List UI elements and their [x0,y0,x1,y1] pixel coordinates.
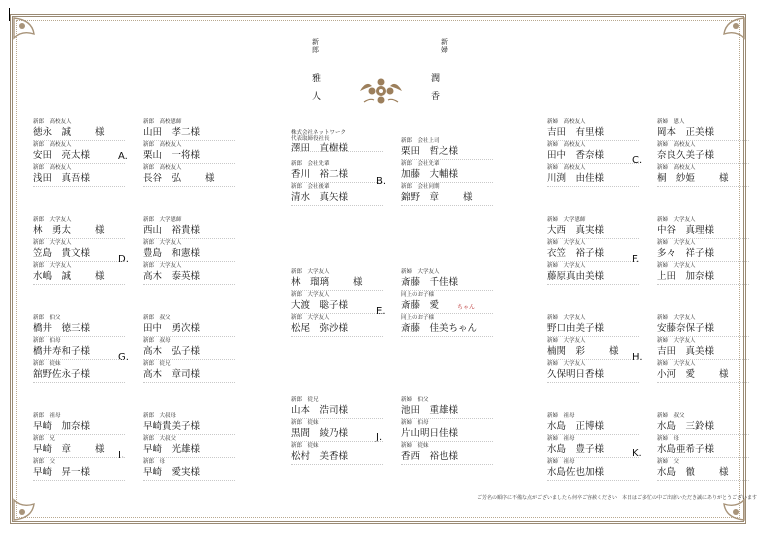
name-underline [547,238,639,239]
name-underline [657,434,749,435]
guest-relation: 新郎 会社上司 [401,138,440,144]
guest-honorific: 様 [95,271,105,282]
name-underline [143,186,235,187]
guest-relation: 新郎 大学恩師 [143,217,182,223]
guest-relation: 新婦 祖母 [547,459,575,465]
guest-name: 大渡 聡子様 [291,300,349,311]
guest-relation: 新婦 高校友人 [547,165,586,171]
name-underline [657,457,749,458]
guest-relation: 新婦 大学友人 [657,315,696,321]
guest-name: 高木 泰英様 [143,271,201,282]
guest-relation: 新婦 大学友人 [657,263,696,269]
table-label: G. [118,352,129,363]
guest-relation: 新郎 大学友人 [33,240,72,246]
guest-name: 楠関 彩 [547,346,586,357]
guest-name: 栗田 哲之様 [401,146,459,157]
guest-relation: 新郎 叔母 [143,338,171,344]
guest-name: 斎藤 愛 [401,300,440,311]
guest-name: 水島 徹 [657,467,696,478]
guest-entry [291,269,385,291]
guest-name: 水島 豊子様 [547,444,605,455]
guest-entry [33,413,127,435]
guest-entry [547,263,641,285]
guest-relation: 新婦 大学友人 [547,338,586,344]
guest-entry [547,338,641,360]
guest-relation: 新郎 会社後輩 [291,184,330,190]
guest-honorific: 様 [95,444,105,455]
table-label: C. [632,155,643,166]
guest-name: 水嶋 誠 [33,271,72,282]
groom-name: 雅 人 [312,74,322,102]
guest-relation: 新婦 伯父 [401,397,429,403]
guest-name: 高木 章司様 [143,369,201,380]
name-underline [657,359,749,360]
name-underline [547,284,639,285]
guest-relation: 新郎 従妹 [33,361,61,367]
guest-entry [33,338,127,360]
guest-relation: 新婦 祖母 [547,413,575,419]
guest-relation: 新郎 母 [143,459,166,465]
guest-name: 浅田 真吾様 [33,173,91,184]
guest-entry [401,184,495,206]
table-label: B. [376,176,387,187]
guest-name: 桐 紗姫 [657,173,696,184]
bride-label: 新婦 [441,38,448,54]
guest-entry [291,130,385,152]
guest-entry [401,292,495,314]
guest-relation: 新郎 大叔父 [143,436,177,442]
guest-honorific: 様 [353,277,363,288]
name-underline [143,480,235,481]
name-underline [547,359,639,360]
name-underline [143,140,235,141]
name-underline [401,441,493,442]
name-underline [291,290,383,291]
guest-entry [291,315,385,337]
guest-entry [33,240,127,262]
guest-entry [33,119,127,141]
name-underline [657,140,749,141]
guest-name: 舘野佐永子様 [33,369,91,380]
guest-name: 藤原真由美様 [547,271,605,282]
name-underline [143,336,235,337]
guest-name: 徳永 誠 [33,127,72,138]
guest-name: 多々 祥子様 [657,248,715,259]
guest-entry [33,263,127,285]
guest-honorific: 様 [719,369,729,380]
guest-entry [143,142,237,164]
guest-name: 斎藤 佳美ちゃん [401,323,478,334]
guest-name: 田中 勇次様 [143,323,201,334]
guest-entry [657,338,751,360]
floral-emblem-icon [356,72,406,110]
guest-name: 橋井寿和子様 [33,346,91,357]
guest-entry [143,315,237,337]
guest-relation: 新郎 伯父 [33,315,61,321]
name-underline [291,418,383,419]
guest-entry [547,413,641,435]
name-underline [33,434,125,435]
guest-entry [291,420,385,442]
guest-relation: 新婦 祖母 [547,436,575,442]
guest-name: 笠島 貴文様 [33,248,91,259]
guest-honorific: 様 [463,192,473,203]
guest-relation: 同上のお子様 [401,315,435,321]
name-underline [33,284,125,285]
guest-relation: 新郎 父 [33,459,56,465]
name-underline [547,336,639,337]
guest-entry [143,436,237,458]
guest-relation: 新婦 高校友人 [547,119,586,125]
guest-name: 安田 亮太様 [33,150,91,161]
name-underline [33,140,125,141]
guest-entry [401,269,495,291]
guest-entry [657,217,751,239]
guest-relation: 新婦 大学恩師 [547,217,586,223]
guest-entry [143,361,237,383]
name-underline [143,163,235,164]
name-underline [657,261,749,262]
guest-entry [143,413,237,435]
name-underline [33,261,125,262]
groom-label: 新郎 [312,38,319,54]
guest-relation: 新郎 祖母 [33,413,61,419]
guest-entry [291,397,385,419]
guest-name: 高木 弘子様 [143,346,201,357]
name-underline [657,163,749,164]
guest-name: 吉田 真美様 [657,346,715,357]
name-underline [291,151,383,152]
guest-honorific: 様 [719,467,729,478]
guest-relation: 新婦 大学友人 [547,240,586,246]
guest-entry [547,459,641,481]
name-underline [401,159,493,160]
guest-entry [401,138,495,160]
name-underline [291,441,383,442]
guest-name: 錦野 章 [401,192,440,203]
guest-entry [291,443,385,465]
name-underline [143,238,235,239]
guest-relation: 新郎 大叔母 [143,413,177,419]
guest-relation: 新郎 従妹 [291,443,319,449]
guest-relation: 新郎 会社同期 [401,184,440,190]
guest-entry [143,240,237,262]
guest-name: 中谷 真理様 [657,225,715,236]
guest-name: 斎藤 千佳様 [401,277,459,288]
corner-ornament-icon [706,16,746,56]
guest-relation: 新郎 高校友人 [33,165,72,171]
table-label: K. [632,448,642,459]
guest-name: 豊島 和憲様 [143,248,201,259]
guest-relation: 新郎 従妹 [291,420,319,426]
guest-relation: 新郎 会社先輩 [401,161,440,167]
guest-name: 清水 真矢様 [291,192,349,203]
name-underline [547,261,639,262]
name-underline [143,359,235,360]
guest-relation: 新婦 大学友人 [547,315,586,321]
guest-honorific: ちゃん [457,304,476,311]
guest-name: 水島 正博様 [547,421,605,432]
name-underline [143,382,235,383]
guest-entry [657,315,751,337]
guest-entry [547,315,641,337]
guest-relation: 新婦 高校友人 [657,142,696,148]
name-underline [657,336,749,337]
guest-relation: 新郎 兄 [33,436,56,442]
guest-relation: 新郎 従兄 [143,361,171,367]
guest-name: 澤田 直樹様 [291,143,349,154]
name-underline [33,480,125,481]
table-label: J. [376,432,383,443]
guest-name: 早崎 光雄様 [143,444,201,455]
guest-entry [657,119,751,141]
guest-entry [401,420,495,442]
guest-entry [547,142,641,164]
guest-entry [657,240,751,262]
name-underline [547,186,639,187]
guest-relation: 新郎 大学友人 [33,263,72,269]
guest-relation: 新郎 大学友人 [291,315,330,321]
name-underline [547,457,639,458]
guest-relation: 新婦 伯母 [401,420,429,426]
guest-entry [657,165,751,187]
guest-name: 香川 裕二様 [291,169,349,180]
guest-relation: 新婦 大学友人 [657,361,696,367]
name-underline [143,434,235,435]
guest-honorific: 様 [609,346,619,357]
name-underline [143,457,235,458]
corner-ornament-icon [12,16,52,56]
name-underline [401,205,493,206]
guest-relation: 新婦 高校友人 [657,165,696,171]
name-underline [547,480,639,481]
guest-name: 久保明日香様 [547,369,605,380]
guest-entry [401,161,495,183]
guest-name: 吉田 有里様 [547,127,605,138]
corner-ornament-icon [706,482,746,522]
guest-entry [547,217,641,239]
guest-honorific: 様 [719,173,729,184]
guest-name: 岡本 正美様 [657,127,715,138]
guest-entry [33,165,127,187]
guest-relation: 新婦 大学友人 [547,361,586,367]
guest-name: 野口由美子様 [547,323,605,334]
guest-relation: 新郎 大学友人 [291,269,330,275]
guest-entry [657,413,751,435]
guest-entry [143,119,237,141]
guest-relation: 新郎 高校友人 [33,142,72,148]
name-underline [291,336,383,337]
guest-relation: 新婦 叔父 [657,413,685,419]
guest-entry [33,361,127,383]
guest-relation: 新婦 高校友人 [547,142,586,148]
guest-entry [657,142,751,164]
guest-relation: 新婦 恩人 [657,119,685,125]
guest-entry [547,361,641,383]
guest-relation: 新郎 会社先輩 [291,161,330,167]
name-underline [657,284,749,285]
name-underline [291,205,383,206]
name-underline [401,464,493,465]
guest-entry [143,459,237,481]
guest-relation: 新郎 叔父 [143,315,171,321]
name-underline [657,480,749,481]
guest-name: 橋井 徳三様 [33,323,91,334]
guest-name: 早崎 昇一様 [33,467,91,478]
guest-name: 加藤 大輔様 [401,169,459,180]
name-underline [547,140,639,141]
footer-note: ご芳名の順序に不備な点がございましたら何卒ご容赦ください 本日はご多忙の中ご出席いただき誠にありがとうございます [477,495,758,501]
name-underline [401,182,493,183]
guest-relation: 新婦 従妹 [401,443,429,449]
guest-name: 林 勇太 [33,225,72,236]
guest-entry [33,459,127,481]
name-underline [33,186,125,187]
guest-entry [33,142,127,164]
bride-name: 潤 香 [431,74,441,102]
guest-name: 上田 加奈様 [657,271,715,282]
name-underline [143,284,235,285]
guest-name: 川渕 由佳様 [547,173,605,184]
name-underline [657,186,749,187]
guest-relation: 新郎 高校友人 [143,142,182,148]
guest-name: 早崎 加奈様 [33,421,91,432]
guest-name: 奈良久美子様 [657,150,715,161]
name-underline [401,336,493,337]
table-label: H. [632,352,643,363]
table-label: D. [118,254,129,265]
name-underline [547,382,639,383]
guest-name: 山田 孝二様 [143,127,201,138]
name-underline [33,457,125,458]
guest-entry [291,161,385,183]
table-label: F. [632,254,640,265]
name-underline [547,434,639,435]
guest-name: 西山 裕貴様 [143,225,201,236]
table-label: A. [118,151,128,162]
name-underline [291,313,383,314]
guest-honorific: 様 [95,225,105,236]
name-underline [657,238,749,239]
guest-name: 大西 真実様 [547,225,605,236]
guest-name: 香西 裕也様 [401,451,459,462]
name-underline [33,163,125,164]
guest-honorific: 様 [95,127,105,138]
guest-entry [143,217,237,239]
guest-relation: 同上のお子様 [401,292,435,298]
guest-entry [547,119,641,141]
guest-entry [401,443,495,465]
name-underline [143,261,235,262]
guest-entry [33,436,127,458]
table-label: I. [118,450,125,461]
guest-relation: 新郎 高校友人 [33,119,72,125]
guest-relation: 新郎 大学友人 [33,217,72,223]
guest-name: 早崎貴美子様 [143,421,201,432]
name-underline [657,382,749,383]
guest-name: 水島 三鈴様 [657,421,715,432]
name-underline [547,163,639,164]
guest-entry [401,315,495,337]
guest-entry [657,263,751,285]
name-underline [401,313,493,314]
guest-relation: 新婦 父 [657,459,680,465]
guest-name: 早崎 章 [33,444,72,455]
guest-name: 池田 重雄様 [401,405,459,416]
guest-honorific: 様 [205,173,215,184]
guest-entry [143,165,237,187]
guest-relation: 新婦 大学友人 [547,263,586,269]
name-underline [33,238,125,239]
name-underline [33,382,125,383]
guest-name: 松尾 弥沙様 [291,323,349,334]
guest-name: 安藤奈保子様 [657,323,715,334]
table-label: E. [376,306,386,317]
guest-relation: 新郎 高校恩師 [143,119,182,125]
guest-entry [401,397,495,419]
guest-relation: 新郎 大学友人 [143,263,182,269]
guest-entry [33,217,127,239]
guest-name: 栗山 一将様 [143,150,201,161]
guest-name: 長谷 弘 [143,173,182,184]
guest-relation: 新婦 大学友人 [657,240,696,246]
guest-relation: 新婦 大学友人 [401,269,440,275]
guest-relation: 新婦 大学友人 [657,217,696,223]
guest-name: 衣笠 裕子様 [547,248,605,259]
guest-name: 松村 美香様 [291,451,349,462]
name-underline [401,418,493,419]
guest-name: 山本 浩司様 [291,405,349,416]
name-underline [33,359,125,360]
guest-name: 片山明日佳様 [401,428,459,439]
guest-relation: 新郎 伯母 [33,338,61,344]
guest-relation: 株式会社ネットワーク 代表取締役社長 [291,130,347,142]
guest-entry [547,165,641,187]
guest-name: 早崎 愛実様 [143,467,201,478]
guest-entry [291,292,385,314]
name-underline [401,290,493,291]
name-underline [291,464,383,465]
guest-entry [657,436,751,458]
guest-entry [547,240,641,262]
guest-entry [547,436,641,458]
guest-entry [143,263,237,285]
guest-relation: 新郎 従兄 [291,397,319,403]
guest-name: 田中 香奈様 [547,150,605,161]
guest-name: 小河 愛 [657,369,696,380]
guest-entry [143,338,237,360]
guest-relation: 新郎 大学友人 [291,292,330,298]
guest-relation: 新婦 大学友人 [657,338,696,344]
name-underline [33,336,125,337]
name-underline [291,182,383,183]
guest-name: 林 瑠璃 [291,277,330,288]
guest-entry [291,184,385,206]
guest-entry [657,361,751,383]
guest-relation: 新郎 高校友人 [143,165,182,171]
corner-ornament-icon [12,482,52,522]
guest-entry [33,315,127,337]
guest-relation: 新婦 母 [657,436,680,442]
guest-relation: 新郎 大学友人 [143,240,182,246]
guest-name: 水島亜希子様 [657,444,715,455]
guest-name: 黒間 綾乃様 [291,428,349,439]
guest-entry [657,459,751,481]
guest-name: 水島佐也加様 [547,467,605,478]
